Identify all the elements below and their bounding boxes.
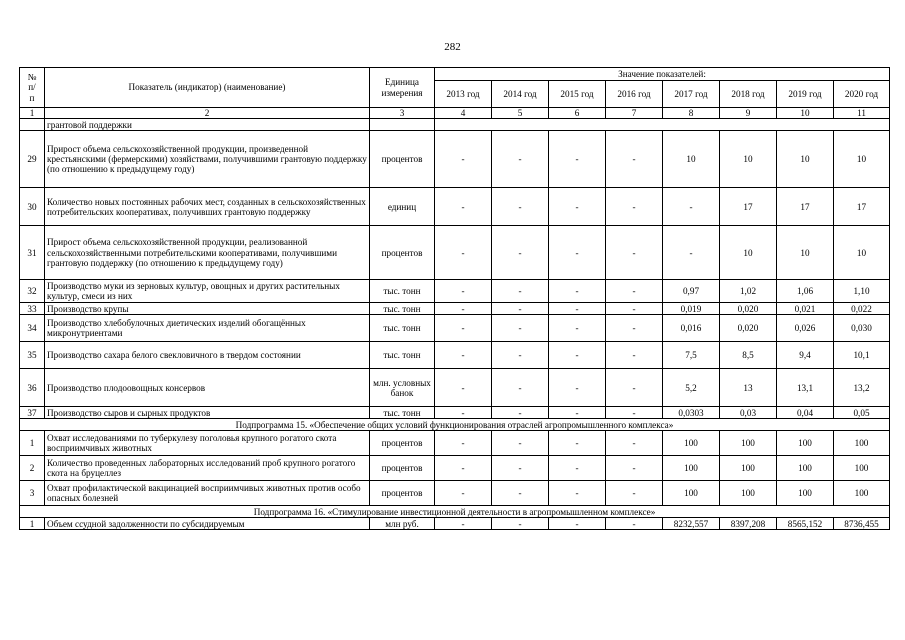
value-cell: - — [549, 315, 606, 342]
col-header-year: 2015 год — [549, 81, 606, 108]
section-title: Подпрограмма 16. «Стимулирование инвестиционной деятельности в агропромышленном комплексе» — [20, 506, 890, 518]
col-number: 2 — [45, 108, 370, 119]
value-cell: - — [435, 226, 492, 280]
unit-cell: единиц — [370, 188, 435, 226]
col-header-year: 2017 год — [663, 81, 720, 108]
col-number: 1 — [20, 108, 45, 119]
value-cell: 0,016 — [663, 315, 720, 342]
value-cell: 100 — [777, 456, 834, 481]
value-cell: 0,05 — [834, 407, 890, 419]
value-cell: 1,06 — [777, 280, 834, 303]
value-cell: - — [606, 456, 663, 481]
value-cell: - — [606, 303, 663, 315]
indicator-name: Производство сахара белого свекловичного в твердом состоянии — [45, 342, 370, 369]
value-cell: 7,5 — [663, 342, 720, 369]
value-cell: - — [492, 456, 549, 481]
value-cell: - — [606, 188, 663, 226]
value-cell: - — [606, 481, 663, 506]
value-cell: - — [549, 407, 606, 419]
value-cell: - — [435, 518, 492, 530]
value-cell: 17 — [834, 188, 890, 226]
row-number: 36 — [20, 369, 45, 407]
value-cell: 0,97 — [663, 280, 720, 303]
value-cell: 10,1 — [834, 342, 890, 369]
indicator-name: Производство крупы — [45, 303, 370, 315]
value-cell: 13,2 — [834, 369, 890, 407]
unit-cell: тыс. тонн — [370, 280, 435, 303]
indicator-name: Охват исследованиями по туберкулезу поголовья крупного рогатого скота восприимчивых животных — [45, 431, 370, 456]
indicator-name: Охват профилактической вакцинацией восприимчивых животных против особо опасных болезней — [45, 481, 370, 506]
value-cell: 0,03 — [720, 407, 777, 419]
value-cell: 100 — [720, 481, 777, 506]
value-cell: 10 — [720, 131, 777, 188]
value-cell: - — [492, 369, 549, 407]
row-number: 30 — [20, 188, 45, 226]
value-cell: 1,10 — [834, 280, 890, 303]
col-number: 7 — [606, 108, 663, 119]
value-cell: - — [549, 456, 606, 481]
col-header-unit: Единица измерения — [370, 68, 435, 108]
indicator-name: Количество новых постоянных рабочих мест, созданных в сельскохозяйственных потребительских кооперативах, получивших грантовую поддержку — [45, 188, 370, 226]
table-row — [20, 518, 890, 530]
value-cell: - — [606, 226, 663, 280]
page-number: 282 — [444, 41, 461, 53]
col-header-num: № п/ п — [20, 68, 45, 108]
value-cell: - — [606, 131, 663, 188]
indicator-name: Прирост объема сельскохозяйственной продукции, произведенной крестьянскими (фермерскими) хозяйствами, получившими грантовую поддержку (по отношению к предыдущему году) — [45, 131, 370, 188]
value-cell: - — [435, 481, 492, 506]
value-cell: 100 — [663, 456, 720, 481]
value-cell: - — [549, 342, 606, 369]
value-cell: - — [549, 431, 606, 456]
row-number: 3 — [20, 481, 45, 506]
value-cell: - — [492, 303, 549, 315]
value-cell: - — [492, 280, 549, 303]
value-cell: - — [492, 431, 549, 456]
value-cell: 0,019 — [663, 303, 720, 315]
row-number: 1 — [20, 431, 45, 456]
row-number: 1 — [20, 518, 45, 530]
row-number: 32 — [20, 280, 45, 303]
value-cell: - — [606, 280, 663, 303]
unit-cell: процентов — [370, 481, 435, 506]
table-row — [20, 188, 890, 226]
value-cell: - — [606, 431, 663, 456]
value-cell: 100 — [720, 431, 777, 456]
value-cell: 10 — [663, 131, 720, 188]
unit-cell: процентов — [370, 431, 435, 456]
value-cell: 8736,455 — [834, 518, 890, 530]
value-cell: 1,02 — [720, 280, 777, 303]
value-cell: 13 — [720, 369, 777, 407]
value-cell: 0,022 — [834, 303, 890, 315]
value-cell: - — [549, 481, 606, 506]
value-cell: - — [606, 315, 663, 342]
value-cell: 100 — [834, 456, 890, 481]
value-cell: 100 — [777, 481, 834, 506]
row-number: 37 — [20, 407, 45, 419]
value-cell: - — [606, 369, 663, 407]
indicators-table — [19, 67, 890, 530]
col-header-indicator: Показатель (индикатор) (наименование) — [45, 68, 370, 108]
value-cell: 8,5 — [720, 342, 777, 369]
unit-cell: процентов — [370, 131, 435, 188]
col-header-year: 2018 год — [720, 81, 777, 108]
value-cell: 17 — [720, 188, 777, 226]
value-cell: - — [435, 407, 492, 419]
section-title: Подпрограмма 15. «Обеспечение общих условий функционирования отраслей агропромышленного комплекса» — [20, 419, 890, 431]
value-cell: 17 — [777, 188, 834, 226]
value-cell: - — [606, 342, 663, 369]
continuation-row — [20, 119, 890, 131]
col-number: 3 — [370, 108, 435, 119]
value-cell: - — [492, 481, 549, 506]
indicator-name: Прирост объема сельскохозяйственной продукции, реализованной сельскохозяйственными потребительскими кооперативами, получившими грантовую поддержку (по отношению к предыдущему году) — [45, 226, 370, 280]
value-cell: 0,04 — [777, 407, 834, 419]
value-cell: 13,1 — [777, 369, 834, 407]
unit-cell: млн. условных банок — [370, 369, 435, 407]
value-cell: - — [492, 407, 549, 419]
value-cell: 10 — [834, 226, 890, 280]
unit-cell: млн руб. — [370, 518, 435, 530]
value-cell: - — [492, 226, 549, 280]
col-number: 11 — [834, 108, 890, 119]
value-cell: 5,2 — [663, 369, 720, 407]
value-cell: - — [435, 188, 492, 226]
indicator-name: Производство плодоовощных консервов — [45, 369, 370, 407]
table-row — [20, 481, 890, 506]
value-cell: 10 — [834, 131, 890, 188]
col-number: 8 — [663, 108, 720, 119]
col-header-year: 2020 год — [834, 81, 890, 108]
value-cell: 10 — [777, 226, 834, 280]
row-number: 2 — [20, 456, 45, 481]
indicator-name: Количество проведенных лабораторных исследований проб крупного рогатого скота на бруцеллез — [45, 456, 370, 481]
col-header-year: 2013 год — [435, 81, 492, 108]
unit-cell: процентов — [370, 456, 435, 481]
value-cell: - — [549, 131, 606, 188]
unit-cell: тыс. тонн — [370, 303, 435, 315]
row-number: 34 — [20, 315, 45, 342]
table-row — [20, 226, 890, 280]
value-cell: 0,021 — [777, 303, 834, 315]
col-number: 6 — [549, 108, 606, 119]
row-number: 29 — [20, 131, 45, 188]
value-cell: 0,030 — [834, 315, 890, 342]
value-cell: - — [492, 342, 549, 369]
table-row — [20, 407, 890, 419]
value-cell: 9,4 — [777, 342, 834, 369]
value-cell: 100 — [663, 431, 720, 456]
table-row — [20, 431, 890, 456]
continuation-text: грантовой поддержки — [45, 119, 370, 131]
indicator-name: Объем ссудной задолженности по субсидируемым — [45, 518, 370, 530]
value-cell: 0,020 — [720, 303, 777, 315]
table-row — [20, 315, 890, 342]
row-number: 31 — [20, 226, 45, 280]
value-cell: - — [435, 131, 492, 188]
value-cell: - — [492, 518, 549, 530]
value-cell: - — [435, 303, 492, 315]
indicator-name: Производство хлебобулочных диетических изделий обогащённых микронутриентами — [45, 315, 370, 342]
table-row — [20, 342, 890, 369]
col-number: 5 — [492, 108, 549, 119]
value-cell: - — [492, 188, 549, 226]
value-cell: - — [492, 315, 549, 342]
value-cell: - — [663, 188, 720, 226]
value-cell: - — [606, 518, 663, 530]
row-number: 33 — [20, 303, 45, 315]
unit-cell: тыс. тонн — [370, 407, 435, 419]
section-row — [20, 506, 890, 518]
table-row — [20, 369, 890, 407]
value-cell: - — [435, 280, 492, 303]
unit-cell: тыс. тонн — [370, 342, 435, 369]
value-cell: - — [549, 303, 606, 315]
value-cell: - — [549, 369, 606, 407]
value-cell: 0,0303 — [663, 407, 720, 419]
indicator-name: Производство сыров и сырных продуктов — [45, 407, 370, 419]
value-cell: 10 — [720, 226, 777, 280]
value-cell: - — [435, 369, 492, 407]
value-cell: 100 — [663, 481, 720, 506]
col-header-year: 2019 год — [777, 81, 834, 108]
col-number: 9 — [720, 108, 777, 119]
value-cell: 100 — [834, 431, 890, 456]
value-cell: - — [435, 431, 492, 456]
value-cell: 100 — [834, 481, 890, 506]
col-number: 10 — [777, 108, 834, 119]
value-cell: 8397,208 — [720, 518, 777, 530]
value-cell: 8565,152 — [777, 518, 834, 530]
value-cell: - — [549, 518, 606, 530]
value-cell: - — [435, 342, 492, 369]
row-number: 35 — [20, 342, 45, 369]
value-cell: - — [492, 131, 549, 188]
value-cell: - — [663, 226, 720, 280]
col-header-values-title: Значение показателей: — [435, 68, 890, 81]
value-cell: - — [435, 456, 492, 481]
unit-cell: тыс. тонн — [370, 315, 435, 342]
indicator-name: Производство муки из зерновых культур, овощных и других растительных культур, смеси из них — [45, 280, 370, 303]
table-row — [20, 303, 890, 315]
col-header-year: 2016 год — [606, 81, 663, 108]
value-cell: - — [435, 315, 492, 342]
table-row — [20, 280, 890, 303]
value-cell: 0,020 — [720, 315, 777, 342]
value-cell: 100 — [777, 431, 834, 456]
table-row — [20, 456, 890, 481]
value-cell: 0,026 — [777, 315, 834, 342]
unit-cell: процентов — [370, 226, 435, 280]
col-number: 4 — [435, 108, 492, 119]
value-cell: - — [606, 407, 663, 419]
value-cell: - — [549, 280, 606, 303]
col-header-year: 2014 год — [492, 81, 549, 108]
value-cell: - — [549, 226, 606, 280]
value-cell: 10 — [777, 131, 834, 188]
value-cell: - — [549, 188, 606, 226]
table-row — [20, 131, 890, 188]
column-numbers-row — [20, 108, 890, 119]
value-cell: 8232,557 — [663, 518, 720, 530]
section-row — [20, 419, 890, 431]
value-cell: 100 — [720, 456, 777, 481]
